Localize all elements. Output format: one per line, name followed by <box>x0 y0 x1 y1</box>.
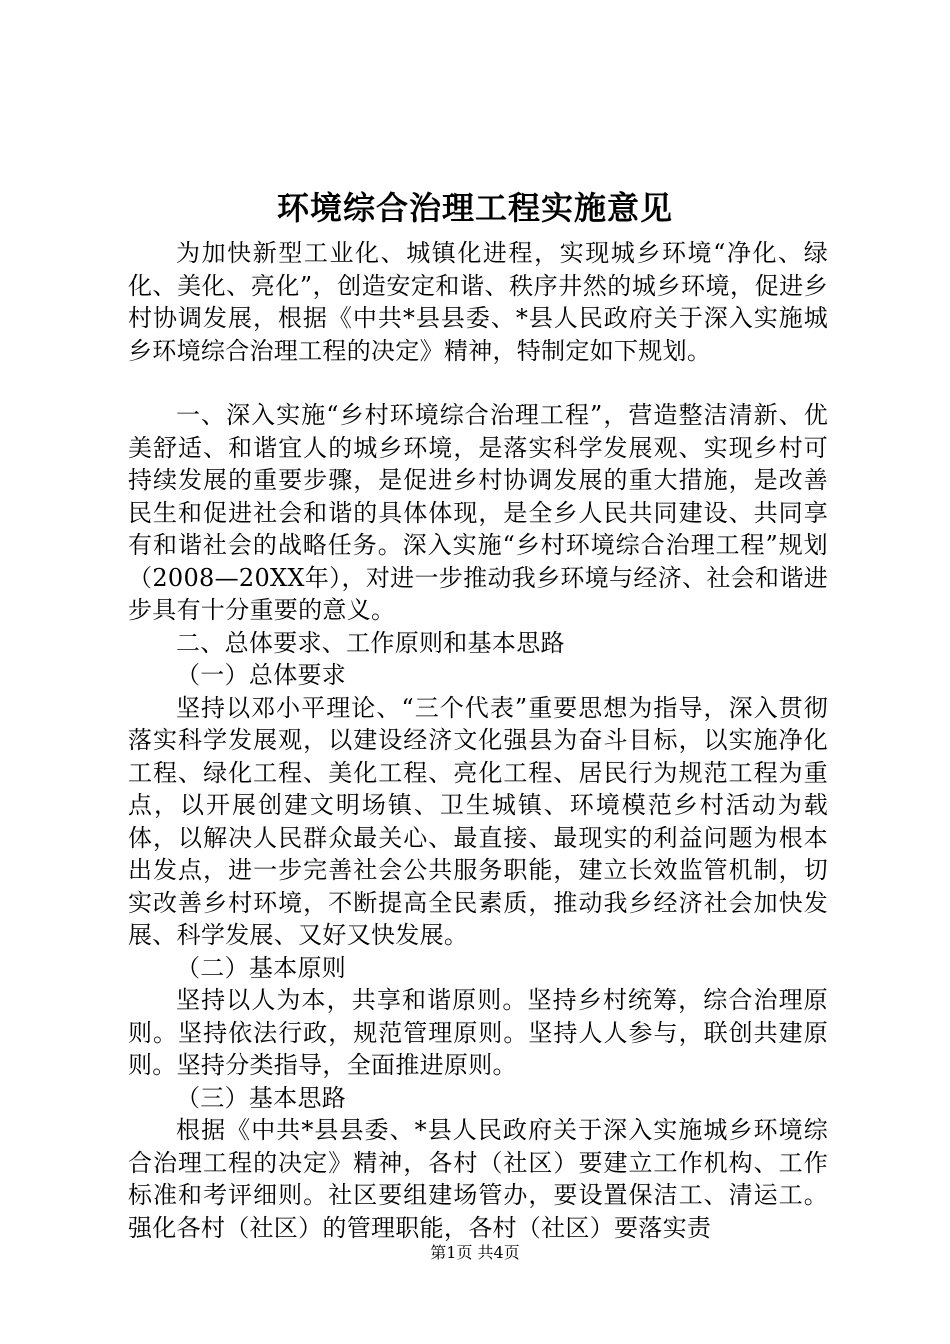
subheading-overall-requirements: （一）总体要求 <box>176 661 347 689</box>
paragraph-basic-approach: 根据《中共*县县委、*县人民政府关于深入实施城乡环境综合治理工程的决定》精神，各村（社区）要建立工作机构、工作标准和考评细则。社区要组建场管办，要设置保洁工、清运工。强化各村（社区）的管理职能，各村（社区）要落实责 <box>128 1116 828 1242</box>
document-title: 环境综合治理工程实施意见 <box>276 189 673 227</box>
paragraph-overall-requirements: 坚持以邓小平理论、“三个代表”重要思想为指导，深入贯彻落实科学发展观，以建设经济文化强县为奋斗目标，以实施净化工程、绿化工程、美化工程、亮化工程、居民行为规范工程为重点，以开展创建文明场镇、卫生城镇、环境模范乡村活动为载体，以解决人民群众最关心、最直接、最现实的利益问题为根本出发点，进一步完善社会公共服务职能，建立长效监管机制，切实改善乡村环境，不断提高全民素质，推动我乡经济社会加快发展、科学发展、又好又快发展。 <box>128 693 828 949</box>
page-footer: 第1页 共4页 <box>430 1243 520 1262</box>
paragraph-basic-principles: 坚持以人为本，共享和谐原则。坚持乡村统筹，综合治理原则。坚持依法行政，规范管理原则。坚持人人参与，联创共建原则。坚持分类指导，全面推进原则。 <box>128 986 828 1079</box>
subheading-basic-principles: （二）基本原则 <box>176 953 347 982</box>
paragraph-section-1: 一、深入实施“乡村环境综合治理工程”，营造整洁清新、优美舒适、和谐宜人的城乡环境，是落实科学发展观、实现乡村可持续发展的重要步骤，是促进乡村协调发展的重大措施，是改善民生和促进社会和谐的具体体现，是全乡人民共同建设、共同享有和谐社会的战略任务。深入实施“乡村环境综合治理工程”规划（2008—20XX年），对进一步推动我乡环境与经济、社会和谐进步具有十分重要的意义。 <box>128 401 828 624</box>
document-body <box>128 237 828 1244</box>
paragraph-intro: 为加快新型工业化、城镇化进程，实现城乡环境“净化、绿化、美化、亮化”，创造安定和谐、秩序井然的城乡环境，促进乡村协调发展，根据《中共*县县委、*县人民政府关于深入实施城乡环境综合治理工程的决定》精神，特制定如下规划。 <box>128 239 828 365</box>
section-heading-2: 二、总体要求、工作原则和基本思路 <box>176 628 565 657</box>
subheading-basic-approach: （三）基本思路 <box>176 1083 347 1112</box>
